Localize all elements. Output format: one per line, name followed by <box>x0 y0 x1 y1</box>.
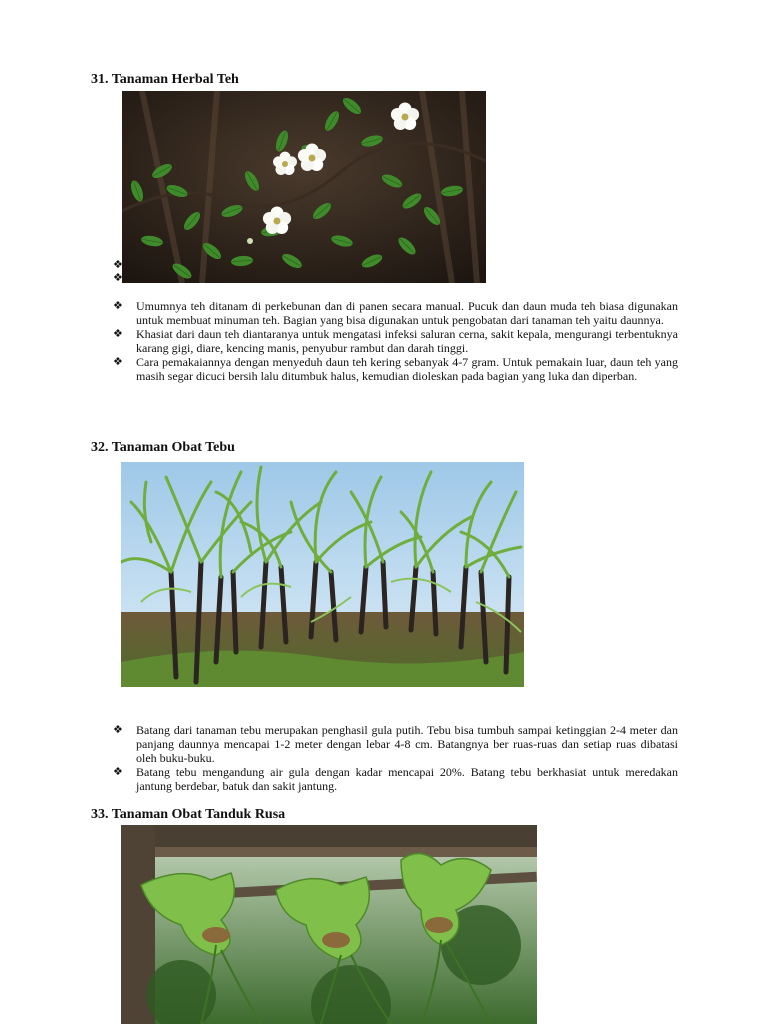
list-item: ❖ Khasiat dari daun teh diantaranya untuk mengatasi infeksi saluran cerna, sakit kepala, mengurangi terbentuknya karang gigi, diare, kencing manis, penyubur rambut dan darah tinggi. <box>113 327 678 355</box>
bullet-diamond-icon: ❖ <box>113 723 123 736</box>
bullet-diamond-icon: ❖ <box>113 765 123 778</box>
list-item: ❖ Batang tebu mengandung air gula dengan kadar mencapai 20%. Batang tebu berkhasiat untuk meredakan jantung berdebar, batuk dan sakit jantung. <box>113 765 678 793</box>
section-heading-tanduk-rusa: 33. Tanaman Obat Tanduk Rusa <box>91 807 286 822</box>
bullet-mark-stray: ❖ <box>113 271 123 284</box>
sugarcane-field-photo <box>121 462 524 687</box>
tea-flower-photo <box>122 91 486 283</box>
list-item: ❖ Batang dari tanaman tebu merupakan penghasil gula putih. Tebu bisa tumbuh sampai ketinggian 2-4 meter dan panjang daunnya mencapai 1-2 meter dengan lebar 4-8 cm. Batangnya ber ruas-ruas dan setiap ruas dibatasi oleh buku-buku. <box>113 723 678 765</box>
section-heading-tebu: 32. Tanaman Obat Tebu <box>91 440 235 455</box>
bullet-diamond-icon: ❖ <box>113 299 123 312</box>
bullet-list-teh <box>113 299 678 383</box>
list-item: ❖ Cara pemakaiannya dengan menyeduh daun teh kering sebanyak 4-7 gram. Untuk pemakain luar, daun teh yang masih segar dicuci bersih lalu ditumbuk halus, kemudian dioleskan pada bagian yang luka dan diperban. <box>113 355 678 383</box>
bullet-list-tebu <box>113 723 678 793</box>
bullet-mark-stray: ❖ <box>113 258 123 271</box>
bullet-diamond-icon: ❖ <box>113 327 123 340</box>
list-item: ❖ Umumnya teh ditanam di perkebunan dan di panen secara manual. Pucuk dan daun muda teh biasa digunakan untuk membuat minuman teh. Bagian yang bisa digunakan untuk pengobatan dari tanaman teh yaitu daunnya. <box>113 299 678 327</box>
section-heading-teh: 31. Tanaman Herbal Teh <box>91 72 239 87</box>
staghorn-fern-photo <box>121 825 537 1024</box>
bullet-diamond-icon: ❖ <box>113 355 123 368</box>
